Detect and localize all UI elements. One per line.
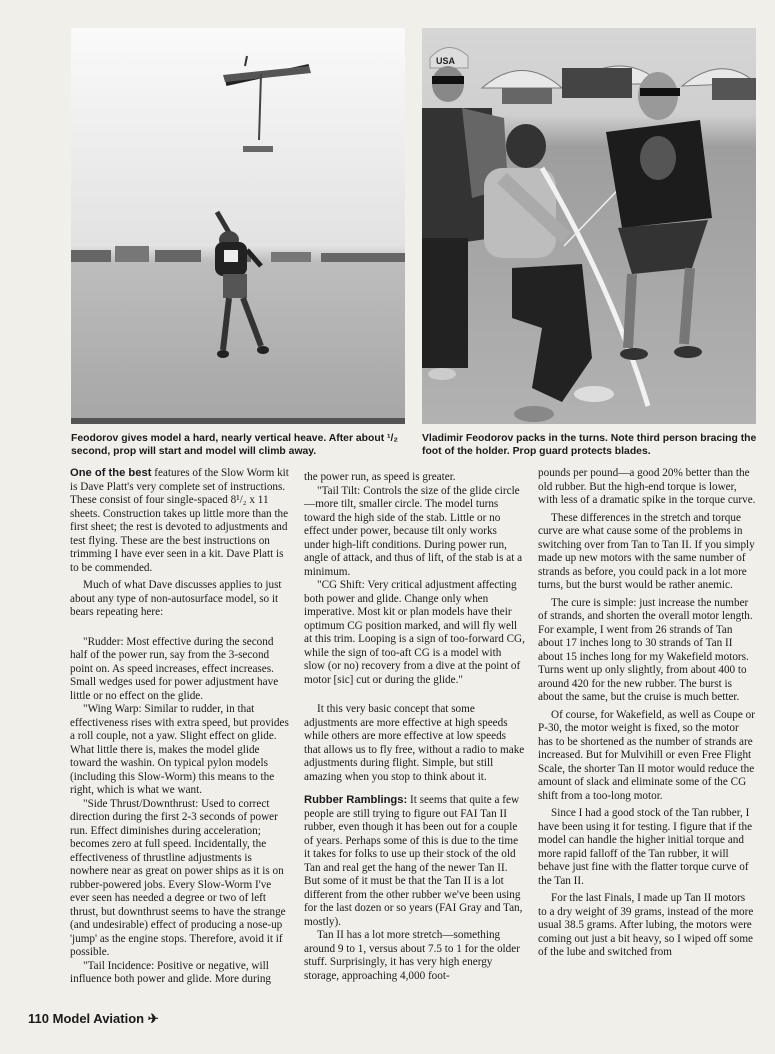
paragraph: It this very basic concept that some adjustments are more effective at high speeds while others are more effective at low speeds that allows us to fly free, without a radio to make adjustments during flight. Simple, but still amazing when you stop to think about it.	[304, 703, 525, 783]
paragraph: "Rudder: Most effective during the second half of the power run, say from the 3-second point on. As speed increases, effect increases. Small wedges used for power adjustment have little or no effect on the glide.	[70, 635, 279, 702]
paragraph: "Side Thrust/Downthrust: Used to correct direction during the first 2-3 seconds of power run. Effect diminishes during acceleration; becomes zero at full speed. Incidentally, the effectiveness of thrustline adjustments is nowhere near as great on power ships as it is on rubber-powered jobs. Every Slow-Worm I've ever seen has needed a degree or two of left thrust, but downthrust seems to have the strange (and undesirable) effect of producing a nose-up 'jump' as the engine stops. Therefore, avoid it if possible.	[70, 797, 286, 958]
paragraph: "Tail Incidence: Positive or negative, will influence both power and glide. More during	[70, 959, 272, 985]
paragraph: Tan II has a lot more stretch—something around 9 to 1, versus about 7.5 to 1 for the older stuff. Surprisingly, it has very high energy storage, approaching 4,000 foot-	[304, 929, 520, 982]
text-column-3	[538, 467, 756, 960]
paragraph: "Tail Tilt: Controls the size of the glide circle—more tilt, smaller circle. The model turns toward the high side of the stab. Little or no effect under power, because tilt only works under high-lift conditions. During power run, angle of attack, and thus of lift, of the stab is at a minimum.	[304, 484, 523, 578]
paragraph: For the last Finals, I made up Tan II motors to a dry weight of 39 grams, instead of the more usual 38.5 grams. After lubing, the motors were coming out just a bit heavy, so I wiped off some of the lube and switched from	[538, 892, 754, 958]
paragraph: The cure is simple: just increase the number of strands, and shorten the overall motor length. For example, I went from 26 strands of Tan about 17 inches long to 30 strands of Tan II about 15 inches long for my Wakefield motors. Turns went up only slightly, from about 400 to around 420 for the new rubber. The burst is about the same, but the cruise is much better.	[538, 596, 753, 703]
caption-right: Vladimir Feodorov packs in the turns. Note third person bracing the foot of the holder. Prop guard protects blades.	[422, 433, 757, 457]
text-column-1	[70, 467, 289, 987]
paragraph: One of the best features of the Slow Worm kit is Dave Platt's very complete set of instructions. These consist of four single-spaced 8¹/₂ x 11 sheets. Construction takes up little more than the first sheet; the rest is devoted to adjustments and test flying. These are the best instructions on trimming I have ever seen in a kit. Dave Platt is to be commended.	[70, 467, 289, 574]
magazine-name: Model Aviation	[52, 1011, 145, 1026]
model-airplane-icon	[223, 56, 311, 152]
page-number: 110	[28, 1011, 49, 1026]
paragraph: the power run, as speed is greater.	[304, 471, 456, 483]
winding-scene-illustration	[422, 28, 756, 424]
paragraph: These differences in the stretch and torque curve are what cause some of the problems in switching over from Tan to Tan II. If you simply made up new motors with the same number of strands as before, you could pack in a lot more turns, but the burst would be rather anemic.	[538, 511, 755, 591]
airplane-icon: ✈	[147, 1011, 159, 1026]
text-column-2	[304, 471, 525, 983]
cap-badge: USA	[436, 56, 456, 66]
paragraph: pounds per pound—a good 20% better than the old rubber. But the high-end torque is lower, with less of a dramatic spike in the torque curve.	[538, 467, 756, 506]
paragraph: "Wing Warp: Similar to rudder, in that effectiveness rises with extra speed, but provides a roll couple, not a yaw. Slight effect on glide. What little there is, makes the model glide toward the washin. On typical pylon models (including this Slow-Worm) this means to the right, which is what we want.	[70, 703, 289, 796]
paragraph: Of course, for Wakefield, as well as Coupe or P-30, the motor weight is fixed, so the motor has to be shortened as the number of strands are increased. But for Mulvihill or even Free Flight Scale, the shorter Tan II motor would reduce the amount of slack and eliminate some of the CG shift from a too-long motor.	[538, 708, 755, 802]
paragraph: Since I had a good stock of the Tan rubber, I have been using it for testing. I figure that if the model can handle the higher initial torque and more rapid falloff of the Tan rubber, it will behave just fine with the flatter torque curve of the Tan II.	[538, 807, 753, 887]
paragraph: Much of what Dave discusses applies to just about any type of non-autosurface model, so it bears repeating here:	[70, 579, 282, 618]
paragraph: "CG Shift: Very critical adjustment affecting both power and glide. Change only when imperative. Most kit or plan models have their optimum CG position marked, and will fly well at this trim. Looping is a sign of too-forward CG, while the sign of too-aft CG is a model with slow (or no) recovery from a dive at the point of motor [sic] cut or during the glide."	[304, 579, 525, 686]
caption-left: Feodorov gives model a hard, nearly vertical heave. After about ¹/₂ second, prop will start and model will climb away.	[71, 433, 399, 457]
paragraph: Rubber Ramblings: It seems that quite a few people are still trying to figure out FAI Tan II rubber, even though it has been out for a couple of years. Perhaps some of this is due to the time it takes for folks to use up their stock of the old Tan and real get the hang of the newer Tan II. But some of it must be that the Tan II is a lot different from the other rubber we've been using for the last dozen or so years (FAI Gray and Tan, mostly).	[304, 794, 523, 928]
man-with-winder-figure	[606, 72, 712, 360]
launch-scene-illustration	[71, 28, 405, 424]
photo-feodorov-winding	[422, 28, 756, 424]
lead-in: One of the best	[70, 467, 152, 479]
page-footer	[28, 1011, 159, 1027]
photo-feodorov-launch	[71, 28, 405, 424]
section-head: Rubber Ramblings:	[304, 794, 408, 806]
thrower-figure	[215, 212, 269, 358]
